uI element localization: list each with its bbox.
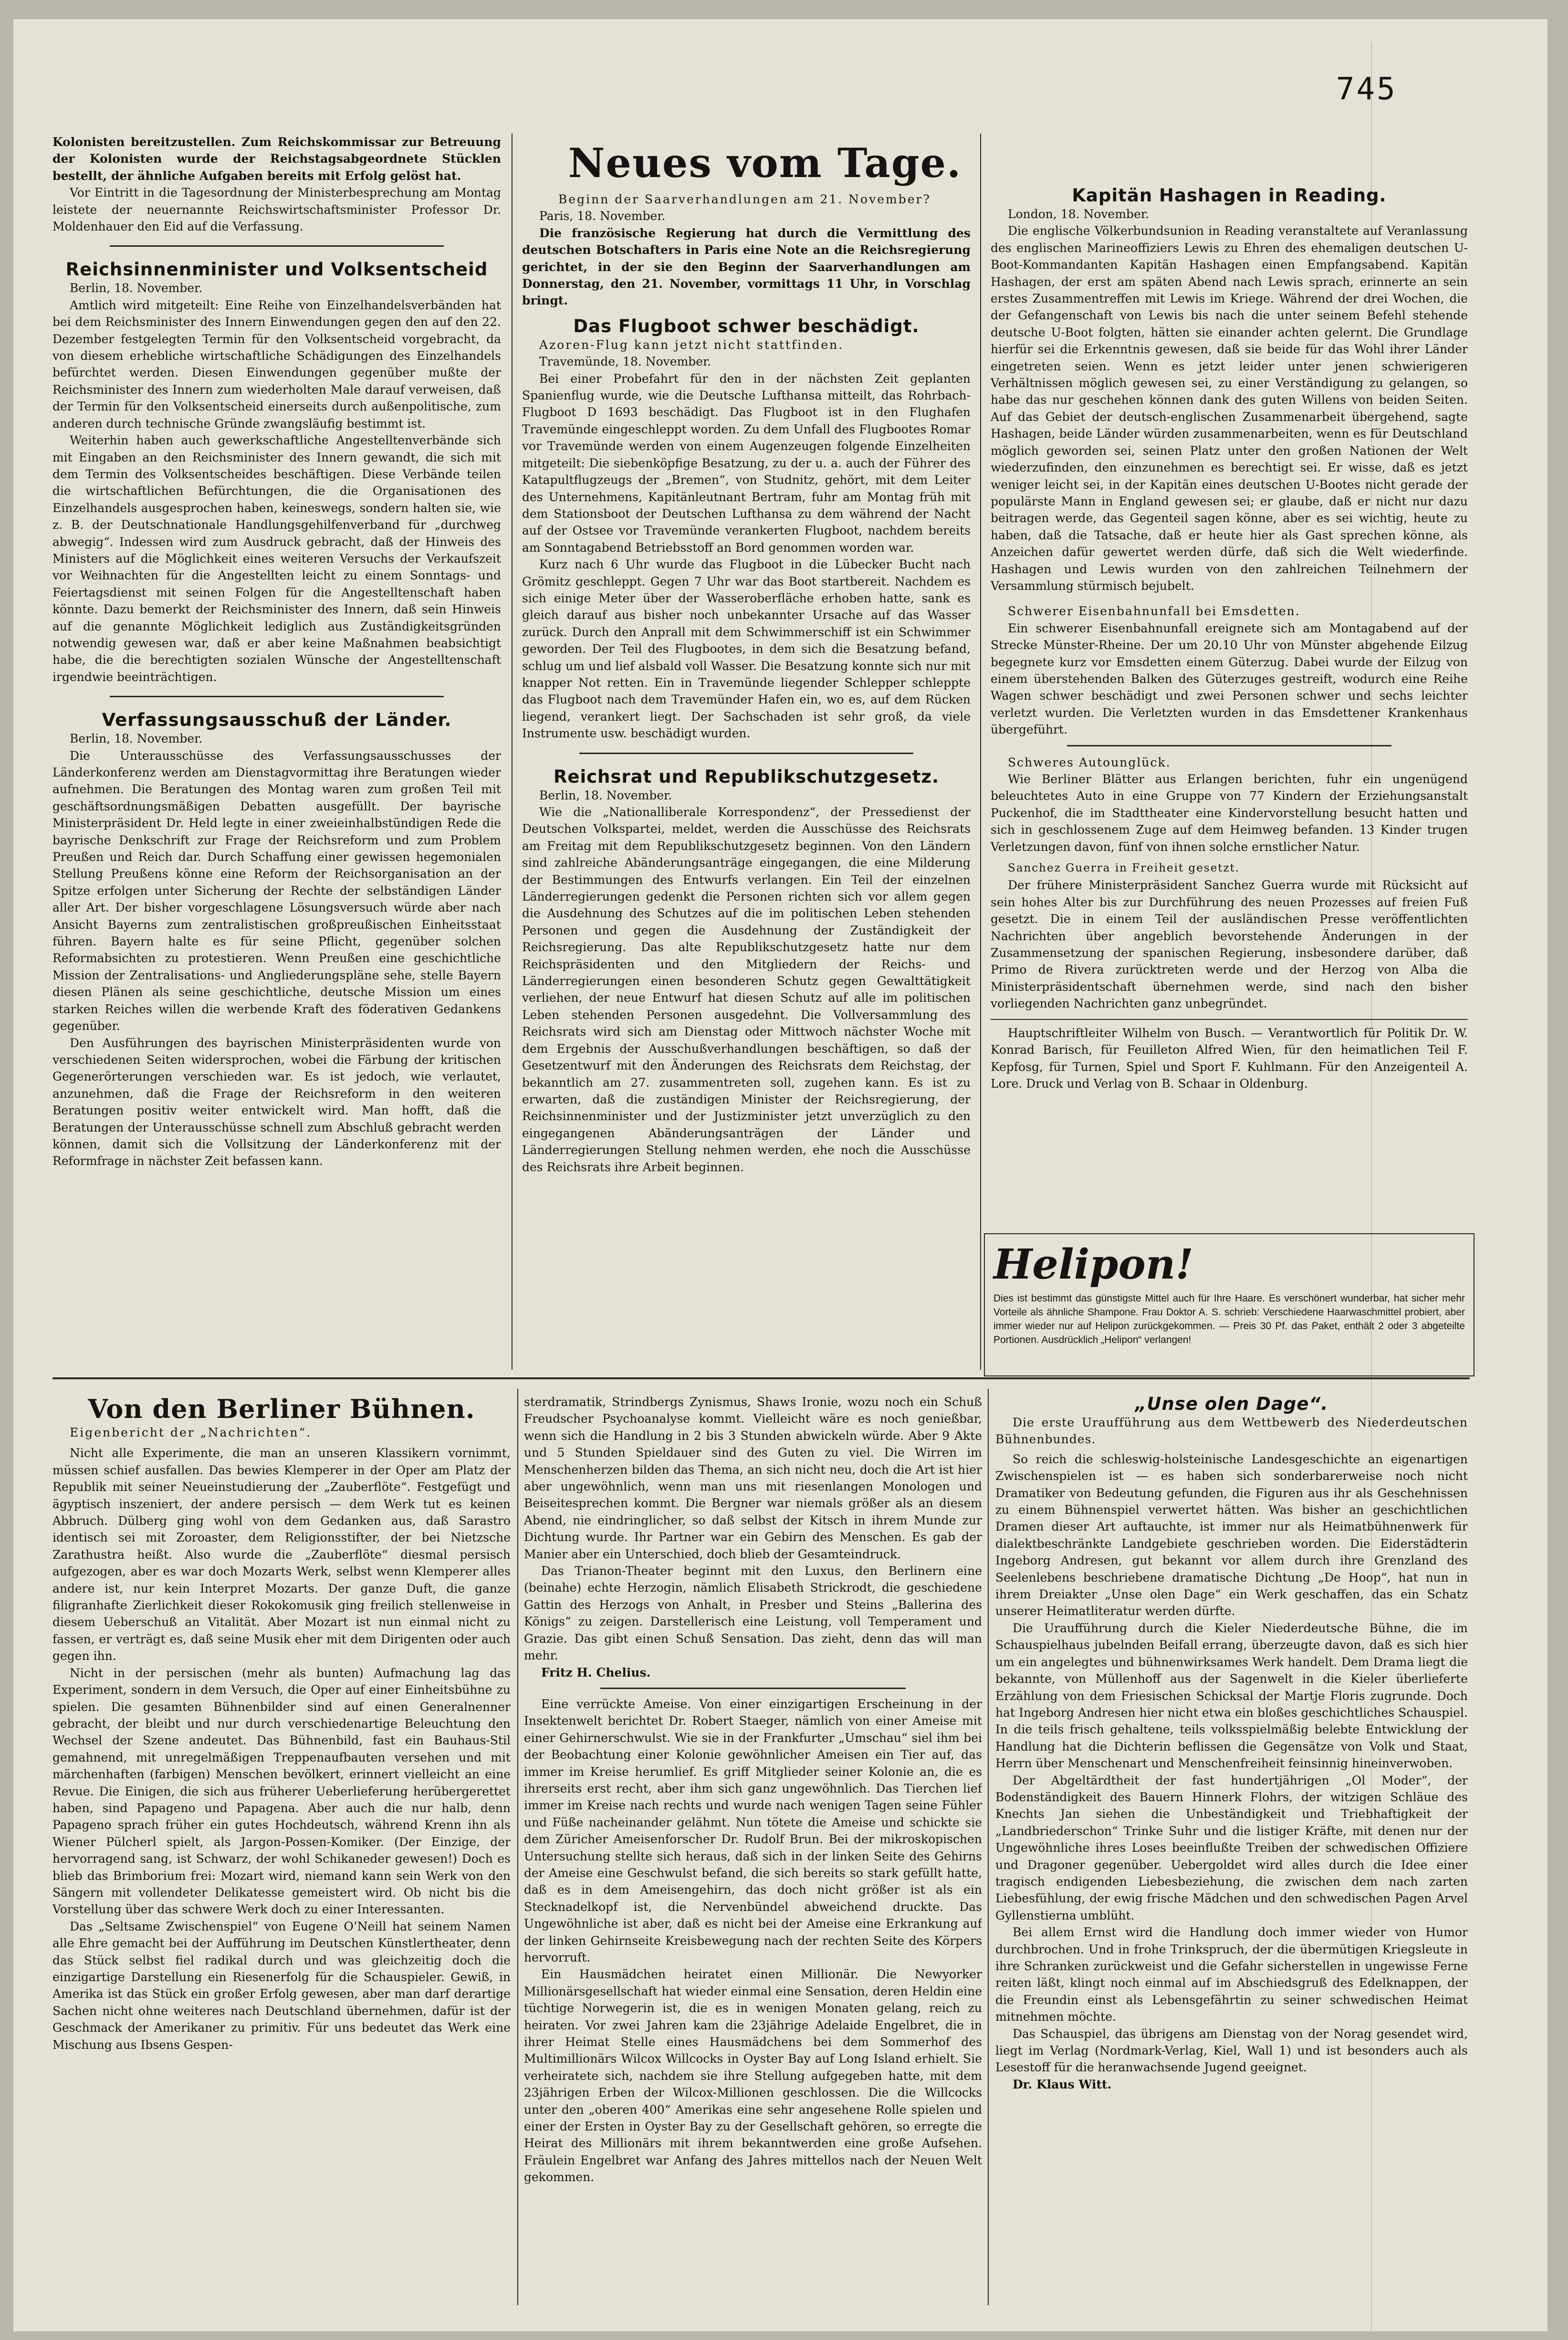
dateline: Paris, 18. November. bbox=[539, 209, 666, 223]
dateline: London, 18. November. bbox=[1008, 207, 1150, 221]
page-divider bbox=[52, 1377, 1470, 1379]
bottom-column-3 bbox=[995, 1394, 1468, 2300]
section-rule bbox=[600, 1688, 906, 1689]
column-separator bbox=[988, 1389, 989, 2305]
helipon-advertisement bbox=[984, 1233, 1474, 1376]
article-paragraph: So reich die schleswig-holsteinische Landesgeschichte an eigenartigen Zwischenspielen ist — es haben sich sonderbarerweise noch nicht Dramatiker von Bedeutung gefunden, die Figuren aus ihr als Geschehnissen zu einem Bühnenspiel verwertet hätten. Was bisher an geschichtlichen Dramen dieser Art auftauchte, ist immer nur als Heimatbühnenwerk für dialektbeschränkte Landgebiete geschrieben worden. Die Eiderstädterin Ingeborg Andresen, gut bekannt vor allem durch ihre Grenzland des Seelenlebens beschriebene dramatische Dichtung „De Hoop“, hat nun in ihrem Dreiakter „Unse olen Dage“ ein Werk geschaffen, das ein Schatz unserer Heimatliteratur werden dürfte. bbox=[995, 1452, 1468, 1618]
article-paragraph: Die Uraufführung durch die Kieler Niederdeutsche Bühne, die im Schauspielhaus jubelnden Beifall errang, überzeugte davon, daß es sich hier um ein angelegtes und bühnenwirksames Werk handelt. Dem Drama liegt die bekannte, von Müllenhoff aus der Sagenwelt in die Kieler überlieferte Erzählung von dem Friesischen Schicksal der Martje Floris zugrunde. Doch hat Ingeborg Andresen hier nicht etwa ein bloßes geschichtliches Schauspiel. In die teils frisch gehaltene, teils volksspielmäßig belebte Entwicklung der Handlung hat die Dichterin beflissen die Gegensätze von Volk und Staat, Herrn über Menschenart und Menschenfreiheit feinsinnig hineinverwoben. bbox=[995, 1621, 1468, 1771]
column-separator bbox=[980, 134, 981, 1370]
middle-top-column bbox=[522, 191, 971, 1370]
article-headline: Kapitän Hashagen in Reading. bbox=[1072, 185, 1387, 206]
article-paragraph: Der Abgeltärdtheit der fast hundertjährigen „Ol Moder“, der Bodenständigkeit des Bauern Hinnerk Flohrs, der witzigen Schläue des Knechts Jan siehen die Unbeständigkeit und Triebhaftigkeit der „Landbriederschon“ Trinke Suhr und die listiger Kräfte, mit denen nur der Ungewöhnliche ihres Loses beeinflußte Treiben der schwedischen Offiziere und Dragoner gegenüber. Uebergoldet wird alles durch die Idee einer tragisch endigenden Liebesbeziehung, die zwischen dem nach zarten Liebesfühlung, der ewig frische Mädchen und den schwedischen Pagen Arvel Gyllenstierna umblüht. bbox=[995, 1773, 1468, 1922]
article-paragraph: Kurz nach 6 Uhr wurde das Flugboot in die Lübecker Bucht nach Grömitz geschleppt. Gegen 7 Uhr war das Boot startbereit. Nachdem es sich einige Meter über der Wasseroberfläche erhoben hatte, sank es gleich darauf aus bisher noch unbekannter Ursache auf das Wasser zurück. Durch den Anprall mit dem Schwimmerschiff ist ein Schwimmer geworden. Der Teil des Flugbootes, in dem sich die Besatzung befand, schlug um und lief alsbald voll Wasser. Die Besatzung konnte sich nur mit knapper Not retten. Ein in Travemünde liegender Schlepper schleppte das Flugboot nach dem Travemünder Hafen ein, wo es, auf dem Rücken liegend, verankert liegt. Der Sachschaden ist sehr groß, da viele Instrumente usw. beschädigt wurden. bbox=[522, 557, 971, 741]
article-headline: Von den Berliner Bühnen. bbox=[88, 1394, 475, 1424]
article-paragraph: Ein schwerer Eisenbahnunfall ereignete sich am Montagabend auf der Strecke Münster-Rheine. Der um 20.10 Uhr von Münster abgehende Eilzug begegnete kurz vor Emsdetten einem Güterzug. Dabei wurde der Eilzug von einem überstehenden Balken des Güterzuges gestreift, wodurch eine Reihe Wagen schwer beschädigt und zwei Personen schwer und sechs leichter verletzt wurden. Die Verletzten wurden in das Emsdettener Krankenhaus übergeführt. bbox=[991, 621, 1468, 737]
article-headline: Verfassungsausschuß der Länder. bbox=[102, 710, 452, 731]
article-paragraph: Amtlich wird mitgeteilt: Eine Reihe von Einzelhandelsverbänden hat bei dem Reichsminister des Innern Einwendungen gegen den auf den 22. Dezember festgelegten Termin für den Volksentscheid vorgebracht, da von diesem erhebliche wirtschaftliche Schädigungen des Einzelhandels befürchtet werden. Diesen Einwendungen gegenüber mußte der Reichsminister des Innern zum wiederholten Male darauf verweisen, daß der Termin für den Volksentscheid einerseits durch außenpolitische, zum anderen durch technische Gründe zwangsläufig bestimmt ist. bbox=[52, 298, 501, 430]
article-paragraph: Wie die „Nationalliberale Korrespondenz“, der Pressedienst der Deutschen Volkspartei, meldet, werden die Ausschüsse des Reichsrats am Freitag mit dem Republikschutzgesetz beginnen. Von den Ländern sind zahlreiche Abänderungsanträge eingegangen, die eine Milderung der Bestimmungen des Entwurfs verlangen. Ein Teil der einzelnen Länderregierungen gedenkt die Personen richten sich vor allem gegen die Ausdehnung des Schutzes auf die im politischen Leben stehenden Personen und gegen die Ausdehnung der Zuständigkeit der Reichsregierung. Das alte Republikschutzgesetz hatte nur dem Reichspräsidenten und den Mitgliedern der Reichs- und Länderregierungen einen besonderen Schutz gegen Gewalttätigkeit verliehen, der neue Entwurf hat diesen Schutz auf alle im politischen Leben stehenden Personen ausgedehnt. Die Vollversammlung des Reichsrats wird sich am Dienstag oder Mittwoch nächster Woche mit dem Ergebnis der Ausschußverhandlungen beschäftigen, so daß der Gesetzentwurf mit den Änderungen des Reichsrats dem Reichstag, der bekanntlich am 27. zusammentreten soll, zugehen kann. Es ist zu erwarten, daß die zuständigen Minister der Reichsregierung, der Reichsinnenminister und der Justizminister jetzt unverzüglich zu den eingegangenen Abänderungsanträgen der Länder und Länderregierungen Stellung nehmen werden, ehe noch die Ausschüsse des Reichsrats ihre Arbeit beginnen. bbox=[522, 805, 971, 1174]
ad-title: Helipon! bbox=[993, 1240, 1194, 1289]
article-paragraph: Bei einer Probefahrt für den in der nächsten Zeit geplanten Spanienflug wurde, wie die Deutsche Lufthansa mitteilt, das Rohrbach-Flugboot D 1693 beschädigt. Das Flugboot ist in den Flughafen Travemünde eingeschleppt worden. Zu dem Unfall des Flugbootes Romar vor Travemünde werden von einem Augenzeugen folgende Einzelheiten mitgeteilt: Die siebenköpfige Besatzung, zu der u. a. auch der Führer des Katapultflugzeugs der „Bremen“, von Studnitz, gehört, mit dem Leiter des Unternehmens, Kapitänleutnant Bertram, fuhr am Montag früh mit dem Stationsboot der Deutschen Lufthansa zu dem während der Nacht auf der Ostsee vor Travemünde verankerten Flugboot, nachdem bereits am Sonntagabend Betriebsstoff an Bord genommen worden war. bbox=[522, 371, 971, 555]
article-paragraph: Das Schauspiel, das übrigens am Dienstag von der Norag gesendet wird, liegt im Verlag (Nordmark-Verlag, Kiel, Wall 1) und ist besonders auch als Lesestoff für die heranwachsende Jugend geeignet. bbox=[995, 2026, 1468, 2075]
bottom-column-2 bbox=[524, 1394, 982, 2300]
article-paragraph: Ein Hausmädchen heiratet einen Millionär. Die Newyorker Millionärsgesellschaft hat wieder einmal eine Sensation, deren Heldin eine tüchtige Norwegerin ist, die es in wenigen Monaten gelang, reich zu heiraten. Vor zwei Jahren kam die 23jährige Adelaide Engelbret, die in ihrer Heimat Stelle eines Hausmädchens bei dem Sommerhof des Multimillionärs Wilcox Willcocks in Oyster Bay auf Long Island erhielt. Sie verheiratete sich, nachdem sie ihre Stellung aufgegeben hatte, mit dem 23jährigen Erben der Wilcox-Millionen geschlossen. Die die Willcocks unter den „oberen 400“ Amerikas eine sehr angesehene Rolle spielen und einer der Ersten in Oyster Bay zu der Gesellschaft gehören, so erregte die Heirat des Millionärs mit ihrem bekanntwerden eine große Aufsehen. Fräulein Engelbret war Anfang des Jahres mittellos nach der Neuen Welt gekommen. bbox=[524, 1967, 982, 2184]
bottom-column-1 bbox=[52, 1394, 511, 2300]
article-paragraph: Der frühere Ministerpräsident Sanchez Guerra wurde mit Rücksicht auf sein hohes Alter bis zur Durchführung des neuen Prozesses auf freien Fuß gesetzt. Die in einem Teil der ausländischen Presse veröffentlichten Nachrichten über angeblich bevorstehende Änderungen in der Zusammensetzung der spanischen Regierung, insbesondere darüber, daß Primo de Rivera zurücktreten werde und der Herzog von Alba die Ministerpräsidentschaft übernehmen werde, sind nach den bisher vorliegenden Nachrichten ganz unbegründet. bbox=[991, 878, 1468, 1011]
byline: Fritz H. Chelius. bbox=[541, 1665, 651, 1679]
byline: Dr. Klaus Witt. bbox=[1013, 2077, 1112, 2091]
imprint: Hauptschriftleiter Wilhelm von Busch. — Verantwortlich für Politik Dr. W. Konrad Barisch, für Feuilleton Alfred Wien, für den heimatlichen Teil F. Kepfosg, für Turnen, Spiel und Sport F. Kuhlmann. Für den Anzeigenteil A. Lore. Druck und Verlag von B. Schaar in Oldenburg. bbox=[991, 1026, 1468, 1091]
dateline: Berlin, 18. November. bbox=[70, 281, 203, 295]
right-top-column bbox=[991, 185, 1468, 1226]
article-headline: „Unse olen Dage“. bbox=[1135, 1394, 1328, 1414]
section-rule bbox=[1067, 745, 1391, 746]
article-subhead: Die erste Uraufführung aus dem Wettbewerb des Niederdeutschen Bühnenbundes. bbox=[995, 1416, 1468, 1447]
article-subhead: Sanchez Guerra in Freiheit gesetzt. bbox=[1008, 862, 1240, 875]
article-paragraph: Weiterhin haben auch gewerkschaftliche Angestelltenverbände sich mit Eingaben an den Reichsminister des Innern gewandt, die sich mit dem Termin des Volksentscheides beschäftigen. Diese Verbände teilen die wirtschaftlichen Befürchtungen, die die Organisationen des Einzelhandels ausgesprochen haben, keineswegs, sondern halten sie, wie z. B. der Deutschnationale Handlungsgehilfenverband für „durchweg abwegig“. Indessen wird zum Ausdruck gebracht, daß der Hinweis des Ministers auf die Möglichkeit eines weiteren Versuchs der Verkaufszeit vor Weihnachten für die Angestellten leicht zu einem Sonntags- und Feiertagsdienst mit seinen Folgen für die Angestelltenschaft haben könnte. Dazu bemerkt der Reichsminister des Innern, daß sein Hinweis auf die genannte Möglichkeit lediglich aus Zuständigkeitsgründen notwendig gewesen war, daß er aber keine Maßnahmen beabsichtigt habe, die die berechtigten sozialen Wünsche der Angestelltenschaft irgendwie beeinträchtigen. bbox=[52, 433, 501, 684]
article-subhead: Schwerer Eisenbahnunfall bei Emsdetten. bbox=[1008, 604, 1300, 619]
article-paragraph: Wie Berliner Blätter aus Erlangen berichten, fuhr ein ungenügend beleuchtetes Auto in eine Gruppe von 77 Kindern der Erziehungsanstalt Puckenhof, die im Stadttheater eine Kindervorstellung besucht hatten und sich in geschlossenem Zuge auf dem Heimweg befanden. 13 Kinder trugen Verletzungen davon, fünf von ihnen solche ernstlicher Natur. bbox=[991, 772, 1468, 854]
article-subhead: Azoren-Flug kann jetzt nicht stattfinden. bbox=[539, 337, 844, 352]
article-paragraph: Bei allem Ernst wird die Handlung doch immer wieder von Humor durchbrochen. Und in frohe Trinkspruch, der die übermütigen Kriegsleute in ihre Schranken zurückweist und die Gefahr sicherstellen in ungewisse Ferne reiten läßt, klingt noch einmal auf im Abschiedsgruß des Edelknappen, der die Freundin einst als Lebensgefährtin zu seiner schwedischen Heimat mitnehmen möchte. bbox=[995, 1925, 1468, 2024]
newspaper-page bbox=[13, 19, 1547, 2331]
intro-paragraph: Vor Eintritt in die Tagesordnung der Ministerbesprechung am Montag leistete der neuernannte Reichswirtschaftsminister Professor Dr. Moldenhauer den Eid auf die Verfassung. bbox=[52, 186, 501, 234]
article-paragraph: Das „Seltsame Zwischenspiel“ von Eugene O’Neill hat seinem Namen alle Ehre gemacht bei der Aufführung im Deutschen Künstlertheater, denn das Stück selbst fiel radikal durch und was gleichzeitig doch die einzigartige Darstellung ein Riesenerfolg für die Schauspieler. Gewiß, in Amerika ist das Stück ein großer Erfolg gewesen, aber man darf derartige Sachen nicht ohne weiteres nach Deutschland übernehmen, dafür ist der Geschmack der Amerikaner zu primitiv. Für uns bedeutet das Werk eine Mischung aus Ibsens Gespen- bbox=[52, 1919, 511, 2052]
article-paragraph: Den Ausführungen des bayrischen Ministerpräsidenten wurde von verschiedenen Seiten widersprochen, wobei die Färbung der kritischen Gegenerörterungen verschieden war. Es ist jedoch, wie verlautet, anzunehmen, daß die Frage der Reichsreform in den weiteren Beratungen positiv weiter entwickelt wird. Man hofft, daß die Beratungen der Unterausschüsse schnell zum Abschluß gebracht werden können, damit sich die Vollsitzung der Länderkonferenz mit der Reformfrage in nächster Zeit befassen kann. bbox=[52, 1036, 501, 1168]
dateline: Travemünde, 18. November. bbox=[539, 355, 711, 369]
article-paragraph: Nicht in der persischen (mehr als bunten) Aufmachung lag das Experiment, sondern in dem Versuch, die Oper auf einer Einheitsbühne zu spielen. Die gesamten Bühnenbilder sind auf einen Generalnenner gebracht, der bleibt und nur durch verschiedenartige Beleuchtung den Wechsel der Szene andeutet. Das Bühnenbild, fast ein Bauhaus-Stil gemahnend, mit unregelmäßigen Treppenaufbauten versehen und mit märchenhaften (farbigen) Menschen bevölkert, erinnert vielleicht an eine Revue. Die Einigen, die sich aus früherer Ueberlieferung herübergerettet haben, sind Papageno und Papagena. Aber auch die nur halb, denn Papageno sprach früher ein gutes Hochdeutsch, während Krenn ihn als Wiener Pülcherl spielt, als Jargon-Possen-Komiker. (Der Einzige, der hervorragend sang, ist Schwarz, der wohl Schikaneder gewesen!) Doch es blieb das Brimborium frei: Mozart wird, niemand kann sein Werk von den Sängern mit vollendeter Delikatesse gemeistert wird. Ob nicht bis die Vorstellung über das schwere Werk doch zu einer Interessanten. bbox=[52, 1666, 511, 1917]
article-paragraph: sterdramatik, Strindbergs Zynismus, Shaws Ironie, wozu noch ein Schuß Freudscher Psychoanalyse kommt. Vielleicht wäre es noch genießbar, wenn sich die Handlung in 2 bis 3 Stunden abwickeln würde. Aber 9 Akte und 5 Stunden Spieldauer sind des Guten zu viel. Die Wirren im Menschenherzen bilden das Thema, an sich nicht neu, doch die Art ist hier aber ungewöhnlich, wenn man uns mit riesenlangen Monologen und Beiseitesprechen kommt. Die Bergner war niemals größer als an diesem Abend, nie eindringlicher, so daß selbst der Kitsch in ihrem Munde zur Dichtung wurde. Ihr Partner war ein Gebirn des Menschen. Es gab der Manier aber ein Unterschied, doch blieb der Gesamteindruck. bbox=[524, 1395, 982, 1561]
article-headline: Reichsinnenminister und Volksentscheid bbox=[65, 259, 488, 280]
article-subhead: Eigenbericht der „Nachrichten“. bbox=[70, 1426, 312, 1439]
intro-paragraph: Kolonisten bereitzustellen. Zum Reichskommissar zur Betreuung der Kolonisten wurde der Reichstagsabgeordnete Stücklen bestellt, der ähnliche Aufgaben bereits mit Erfolg gelöst hat. bbox=[52, 135, 501, 183]
article-subhead: Beginn der Saarverhandlungen am 21. November? bbox=[558, 192, 931, 206]
page-number: 745 bbox=[1336, 72, 1397, 107]
article-headline: Reichsrat und Republikschutzgesetz. bbox=[553, 766, 940, 787]
section-rule bbox=[579, 753, 913, 754]
dateline: Berlin, 18. November. bbox=[70, 732, 203, 746]
dateline: Berlin, 18. November. bbox=[539, 788, 672, 802]
article-paragraph: Das Trianon-Theater beginnt mit den Luxus, den Berlinern eine (beinahe) echte Herzogin, nämlich Elisabeth Strickrodt, die geschiedene Gattin des Herzogs von Anhalt, in Presber und Steins „Ballerina des Königs“ zu zeigen. Darstellerisch eine Leistung, voll Temperament und Grazie. Das gibt einen Schuß Sensation. Das zieht, denn das will man mehr. bbox=[524, 1564, 982, 1663]
article-paragraph: Eine verrückte Ameise. Von einer einzigartigen Erscheinung in der Insektenwelt berichtet Dr. Robert Staeger, nämlich von einer Ameise mit einer Gehirnerschwulst. Wie sie in der Frankfurter „Umschau“ siel ihm bei der Beobachtung einer Kolonie gewöhnlicher Ameisen ein Tier auf, das immer im Kreise herumlief. Es griff Mitglieder seiner Kolonie an, die es ihrerseits erst recht, aber ihm sich ganz ungewöhnlich. Das Tierchen lief immer im Kreise nach rechts und wurde nach wenigen Tagen seine Fühler und Füße nacheinander gelähmt. Nun tötete die Ameise und schickte sie dem Züricher Ameisenforscher Dr. Rudolf Brun. Bei der mikroskopischen Untersuchung stellte sich heraus, daß sich in der linken Seite des Gehirns der Ameise eine Geschwulst befand, die sich bereits so stark gefüllt hatte, daß es in dem Ameisengehirn, das doch nicht größer ist als ein Stecknadelkopf ist, die Nervenbündel abweichend druckte. Das Ungewöhnliche ist aber, daß es nicht bei der Ameise eine Erkrankung auf der linken Gehirnseite Kreisbewegung nach der rechten Seite des Körpers hervorruft. bbox=[524, 1697, 982, 1964]
column-separator bbox=[517, 1389, 518, 2305]
article-paragraph: Die Unterausschüsse des Verfassungsausschusses der Länderkonferenz werden am Dienstagvormittag ihre Beratungen wieder aufnehmen. Die Beratungen des Montag waren zum großen Teil mit geschäftsordnungsmäßigen Debatten ausgefüllt. Der bayrische Ministerpräsident Dr. Held legte in einer zweieinhalbstündigen Rede die bayrische Denkschrift zur Frage der Reichsreform und zum Problem Preußen und Reich dar. Durch Schaffung einer gewissen hegemonialen Stellung Preußens könne eine Reform der Reichsorganisation an der Spitze erfolgen unter Sicherung der Rechte der selbständigen Länder aller Art. Der bisher vorgeschlagene Lösungsversuch würde aber nach Ansicht Bayerns zum zentralistischen großpreußischen Einheitsstaat führen. Bayern halte es für seine Pflicht, gegenüber solchen Reformabsichten zu protestieren. Wenn Preußen eine geschichtliche Mission der Zentralisations- und Angliederungspläne sehe, stelle Bayern diesen Plänen als seine geschichtliche, deutsche Mission um eines starken Reiches willen die werbende Kraft des föderativen Gedankens gegenüber. bbox=[52, 748, 501, 1033]
article-headline: Das Flugboot schwer beschädigt. bbox=[573, 315, 920, 336]
section-rule bbox=[110, 696, 444, 697]
article-paragraph: Nicht alle Experimente, die man an unseren Klassikern vornimmt, müssen schief ausfallen. Das bewies Klemperer in der Oper am Platz der Republik mit seiner Neueinstudierung der „Zauberflöte“. Festgefügt und ägyptisch inszeniert, der andere persisch — dem Werk tut es keinen Abbruch. Dülberg ging wohl von dem Gedanken aus, daß Sarastro identisch sei mit Zoroaster, dem Religionsstifter, der bei Nietzsche Zarathustra heißt. Also wurde die „Zauberflöte“ diesmal persisch aufgezogen, aber es war doch Mozarts Werk, selbst wenn Klemperer alles andere ist, nur kein Interpret Mozarts. Der ganze Duft, die ganze filigranhafte Zierlichkeit dieser Rokokomusik ging freilich stellenweise in diesem Ueberschuß an Vitalität. Aber Mozart ist nun einmal nicht zu fassen, er verträgt es, daß seine Musik eher mit dem Dirigenten oder auch gegen ihn. bbox=[52, 1446, 511, 1663]
left-top-column bbox=[52, 134, 501, 1370]
ad-text: Dies ist bestimmt das günstigste Mittel auch für Ihre Haare. Es verschönert wunderbar, hat sicher mehr Vorteile als ähnliche Shampone. Frau Doktor A. S. schrieb: Verschiedene Haarwaschmittel probiert, aber immer wieder nur auf Helipon zurückgekommen. — Preis 30 Pf. das Paket, enthält 2 oder 3 abgeteilte Portionen. Ausdrücklich „Helipon“ verlangen! bbox=[993, 1293, 1465, 1345]
section-banner: Neues vom Tage. bbox=[568, 139, 962, 187]
article-paragraph: Die englische Völkerbundsunion in Reading veranstaltete auf Veranlassung des englischen Marineoffiziers Lewis zu Ehren des ehemaligen deutschen U-Boot-Kommandanten Kapitän Hashagen einen Empfangsabend. Kapitän Hashagen, der erst am späten Abend nach Lewis sprach, erinnerte an sein erstes Zusammentreffen mit Lewis im Kriege. Während der drei Wochen, die der Gefangenschaft von Lewis bis nach die unter seinem Befehl stehende deutsche U-Boot folgten, hätten sie einander achten gelernt. Die Grundlage hierfür sei die Erkenntnis gewesen, daß sie beide für das Wohl ihrer Länder eingetreten seien. Wenn es jetzt leider unter jenen schwierigeren Verhältnissen möglich gewesen sei, zu einer Verständigung zu gelangen, so habe das nur geschehen können dank des guten Willens von beiden Seiten. Auf das Gebiet der deutsch-englischen Zusammenarbeit übergehend, sagte Hashagen, beide Länder würden zusammenarbeiten, wenn es für Deutschland möglich geworden sei, seinen Platz unter den großen Nationen der Welt wiederzufinden, den einzunehmen es berechtigt sei. Er wisse, daß es jetzt weniger leicht sei, in der Kapitän eines deutschen U-Bootes nicht gerade der populärste Mann in England gewesen sei; er glaube, daß er nicht nur dazu beitragen werde, das Gegenteil sagen könne, aber es sei wichtig, heute zu haben, daß die Tatsache, daß er heute hier als Gast sprechen könne, als Anzeichen dafür gewertet werden dürfe, daß sich die Welt wiederfinde. Hashagen und Lewis wurden von den zahlreichen Teilnehmern der Versammlung stürmisch bejubelt. bbox=[991, 224, 1468, 593]
article-paragraph: Die französische Regierung hat durch die Vermittlung des deutschen Botschafters in Paris eine Note an die Reichsregierung gerichtet, in der sie den Beginn der Saarverhandlungen am Donnerstag, den 21. November, vormittags 11 Uhr, in Vorschlag bringt. bbox=[522, 226, 971, 308]
article-subhead: Schweres Autounglück. bbox=[1008, 755, 1171, 769]
section-rule bbox=[110, 245, 444, 247]
